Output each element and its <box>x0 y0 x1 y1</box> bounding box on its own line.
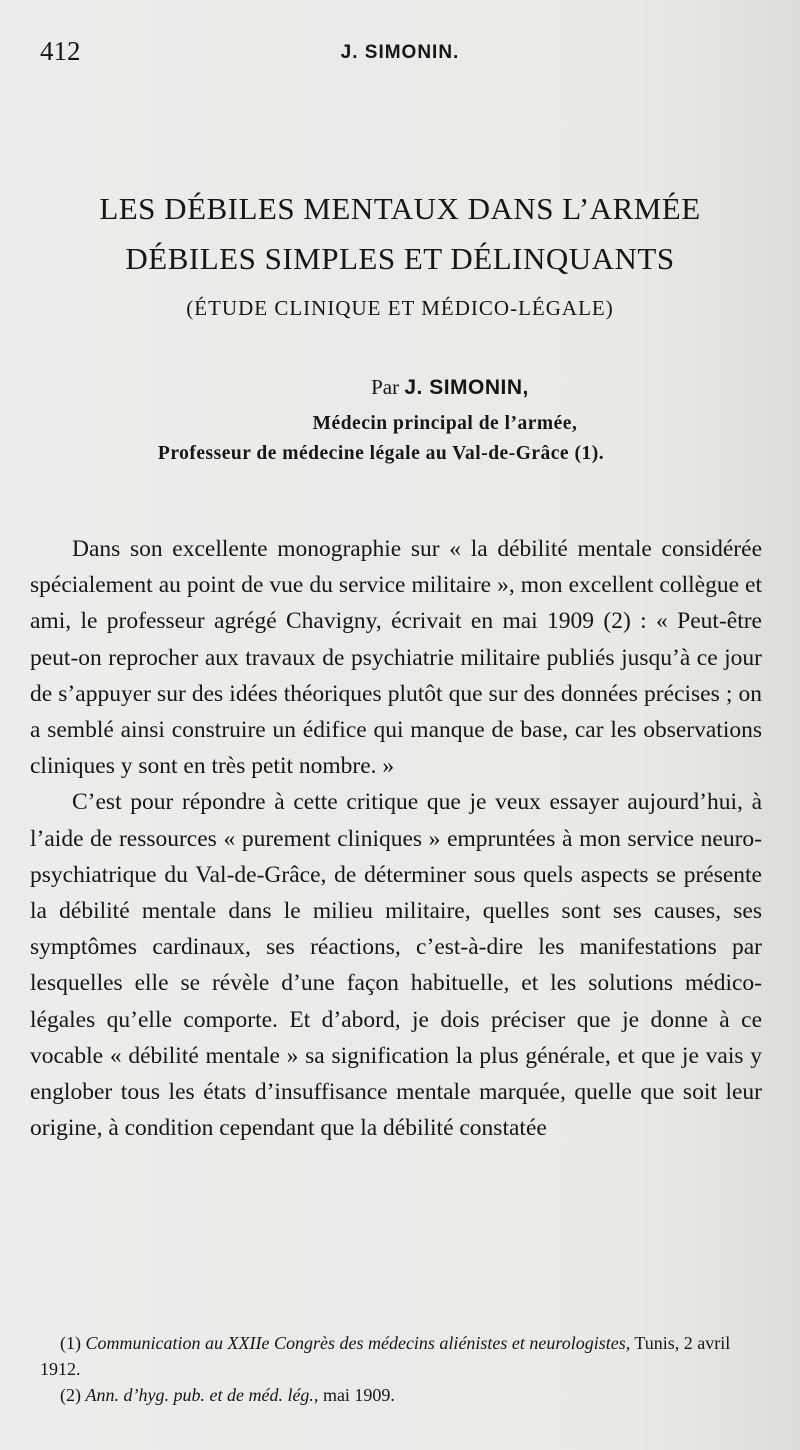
author-name: J. SIMONIN, <box>404 376 529 399</box>
title-line-2: DÉBILES SIMPLES ET DÉLINQUANTS <box>125 241 675 276</box>
author-affiliation-2: Professeur de médecine légale au Val-de-Grâce (1). <box>157 443 605 464</box>
author-line <box>40 372 760 403</box>
running-author: J. SIMONIN. <box>340 42 460 63</box>
footnote-citation: Ann. d’hyg. pub. et de méd. lég., <box>85 1385 319 1405</box>
body-paragraph: Dans son excellente monographie sur « la débilité mentale considérée spécialement au point de vue du service militaire », mon excellent collègue et ami, le professeur agrégé Chavigny, écrivait en mai 1909 (2) : « Peut-être peut-on reprocher aux travaux de psychiatrie militaire publiés jusqu’à ce jour de s’appuyer sur des idées théoriques plutôt que sur des données précises ; on a semblé ainsi construire un édifice qui manque de base, car les observations cliniques y sont en très petit nombre. » <box>30 536 762 780</box>
footnote-detail: mai 1909. <box>318 1385 395 1405</box>
article-body <box>30 531 762 1146</box>
running-header <box>40 36 760 72</box>
footnotes <box>40 1330 762 1408</box>
footnote-detail: Tunis, 2 avril 1912. <box>40 1333 731 1379</box>
footnote-citation: Communication au XXIIe Congrès des médecins aliénistes et neurologistes, <box>85 1333 631 1353</box>
author-affiliation-1: Médecin principal de l’armée, <box>312 413 578 434</box>
byline <box>40 372 760 469</box>
footnote-2 <box>40 1382 762 1408</box>
article-title <box>40 184 760 321</box>
title-line-1: LES DÉBILES MENTAUX DANS L’ARMÉE <box>99 191 701 226</box>
by-prefix: Par <box>371 375 405 399</box>
body-paragraph: C’est pour répondre à cette critique que je veux essayer aujourd’hui, à l’aide de ressources « purement cliniques » empruntées à mon service neuro-psychiatrique du Val-de-Grâce, de déterminer sous quels aspects se présente la débilité mentale dans le milieu militaire, quelles sont ses causes, ses symptômes cardinaux, ses réactions, c’est-à-dire les manifestations par lesquelles elle se révèle d’une façon habituelle, et les solutions médico-légales qu’elle comporte. Et d’abord, je dois préciser que je donne à ce vocable « débilité mentale » sa signification la plus générale, et que je vais y englober tous les états d’insuffisance mentale marquée, quelle que soit leur origine, à condition cependant que la débilité constatée <box>30 789 762 1142</box>
page-number: 412 <box>40 36 81 66</box>
footnote-1 <box>40 1330 762 1382</box>
article-subtitle: (ÉTUDE CLINIQUE ET MÉDICO-LÉGALE) <box>186 296 614 320</box>
footnote-marker: (2) <box>60 1385 86 1405</box>
footnote-marker: (1) <box>60 1333 86 1353</box>
